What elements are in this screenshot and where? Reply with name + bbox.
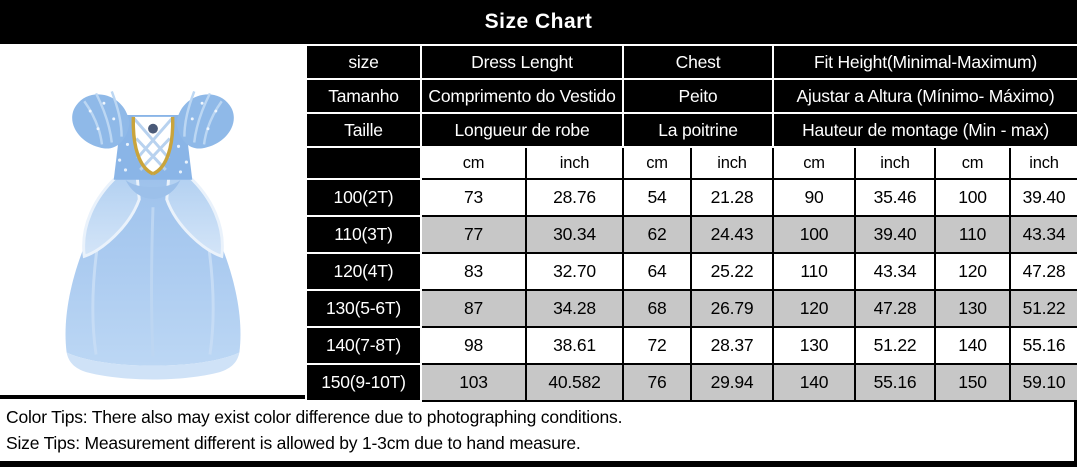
value-cell: 24.43 [691, 216, 773, 253]
row-size-cell: 130(5-6T) [306, 290, 421, 327]
table-row [306, 290, 1077, 327]
value-cell: inch [855, 147, 935, 179]
size-tip-text: Size Tips: Measurement different is allowed by 1-3cm due to hand measure. [6, 433, 581, 453]
value-cell: 90 [773, 179, 855, 216]
value-cell: cm [935, 147, 1010, 179]
value-cell: 130 [773, 327, 855, 364]
product-image-panel [0, 44, 305, 399]
header-fit-height-fr: Hauteur de montage (Min - max) [773, 113, 1077, 147]
value-cell: 39.40 [1010, 179, 1077, 216]
value-cell: 59.10 [1010, 364, 1077, 401]
value-cell: 77 [421, 216, 526, 253]
value-cell: 150 [935, 364, 1010, 401]
header-chest-pt: Peito [623, 79, 773, 113]
value-cell: 54 [623, 179, 691, 216]
value-cell: 120 [773, 290, 855, 327]
value-cell: 103 [421, 364, 526, 401]
value-cell: 120 [935, 253, 1010, 290]
row-size-cell: 100(2T) [306, 179, 421, 216]
value-cell: 110 [773, 253, 855, 290]
value-cell: 73 [421, 179, 526, 216]
header-row-portuguese [306, 79, 1077, 113]
value-cell: 43.34 [855, 253, 935, 290]
value-cell: cm [773, 147, 855, 179]
row-size-cell: 110(3T) [306, 216, 421, 253]
value-cell: 28.76 [526, 179, 623, 216]
tips-section [0, 399, 1077, 461]
page-title: Size Chart [484, 10, 593, 33]
value-cell: 25.22 [691, 253, 773, 290]
value-cell: 100 [773, 216, 855, 253]
value-cell: 35.46 [855, 179, 935, 216]
value-cell: 34.28 [526, 290, 623, 327]
value-cell: 30.34 [526, 216, 623, 253]
header-size-fr: Taille [306, 113, 421, 147]
unit-row [306, 147, 1077, 179]
value-cell: 29.94 [691, 364, 773, 401]
value-cell: inch [526, 147, 623, 179]
row-size-cell: 120(4T) [306, 253, 421, 290]
table-row [306, 216, 1077, 253]
value-cell: inch [1010, 147, 1077, 179]
header-row-french [306, 113, 1077, 147]
row-size-cell [306, 147, 421, 179]
value-cell: 47.28 [855, 290, 935, 327]
value-cell: 68 [623, 290, 691, 327]
value-cell: 28.37 [691, 327, 773, 364]
row-size-cell: 150(9-10T) [306, 364, 421, 401]
header-dress-length-fr: Longueur de robe [421, 113, 623, 147]
value-cell: 140 [773, 364, 855, 401]
value-cell: 32.70 [526, 253, 623, 290]
row-size-cell: 140(7-8T) [306, 327, 421, 364]
value-cell: 100 [935, 179, 1010, 216]
value-cell: 39.40 [855, 216, 935, 253]
value-cell: 43.34 [1010, 216, 1077, 253]
header-chest-en: Chest [623, 45, 773, 79]
title-bar [0, 0, 1077, 44]
value-cell: cm [623, 147, 691, 179]
size-table-body [306, 147, 1077, 401]
header-dress-length-pt: Comprimento do Vestido [421, 79, 623, 113]
value-cell: 55.16 [855, 364, 935, 401]
value-cell: 40.582 [526, 364, 623, 401]
header-fit-height-pt: Ajustar a Altura (Mínimo- Máximo) [773, 79, 1077, 113]
color-tip-text: Color Tips: There also may exist color difference due to photographing conditions. [6, 407, 623, 427]
size-table-panel [305, 44, 1077, 399]
bottom-border-bar [0, 461, 1077, 467]
table-row [306, 253, 1077, 290]
value-cell: 51.22 [1010, 290, 1077, 327]
header-size-en: size [306, 45, 421, 79]
value-cell: inch [691, 147, 773, 179]
table-row [306, 364, 1077, 401]
value-cell: 26.79 [691, 290, 773, 327]
value-cell: 140 [935, 327, 1010, 364]
size-table [305, 44, 1077, 402]
value-cell: 76 [623, 364, 691, 401]
value-cell: cm [421, 147, 526, 179]
header-dress-length-en: Dress Lenght [421, 45, 623, 79]
dress-image [35, 60, 271, 380]
header-fit-height-en: Fit Height(Minimal-Maximum) [773, 45, 1077, 79]
value-cell: 110 [935, 216, 1010, 253]
value-cell: 21.28 [691, 179, 773, 216]
header-chest-fr: La poitrine [623, 113, 773, 147]
table-row [306, 327, 1077, 364]
value-cell: 83 [421, 253, 526, 290]
value-cell: 130 [935, 290, 1010, 327]
value-cell: 64 [623, 253, 691, 290]
value-cell: 72 [623, 327, 691, 364]
value-cell: 55.16 [1010, 327, 1077, 364]
header-row-english [306, 45, 1077, 79]
value-cell: 38.61 [526, 327, 623, 364]
value-cell: 51.22 [855, 327, 935, 364]
value-cell: 62 [623, 216, 691, 253]
value-cell: 47.28 [1010, 253, 1077, 290]
value-cell: 98 [421, 327, 526, 364]
table-row [306, 179, 1077, 216]
header-size-pt: Tamanho [306, 79, 421, 113]
value-cell: 87 [421, 290, 526, 327]
content-area [0, 44, 1077, 399]
